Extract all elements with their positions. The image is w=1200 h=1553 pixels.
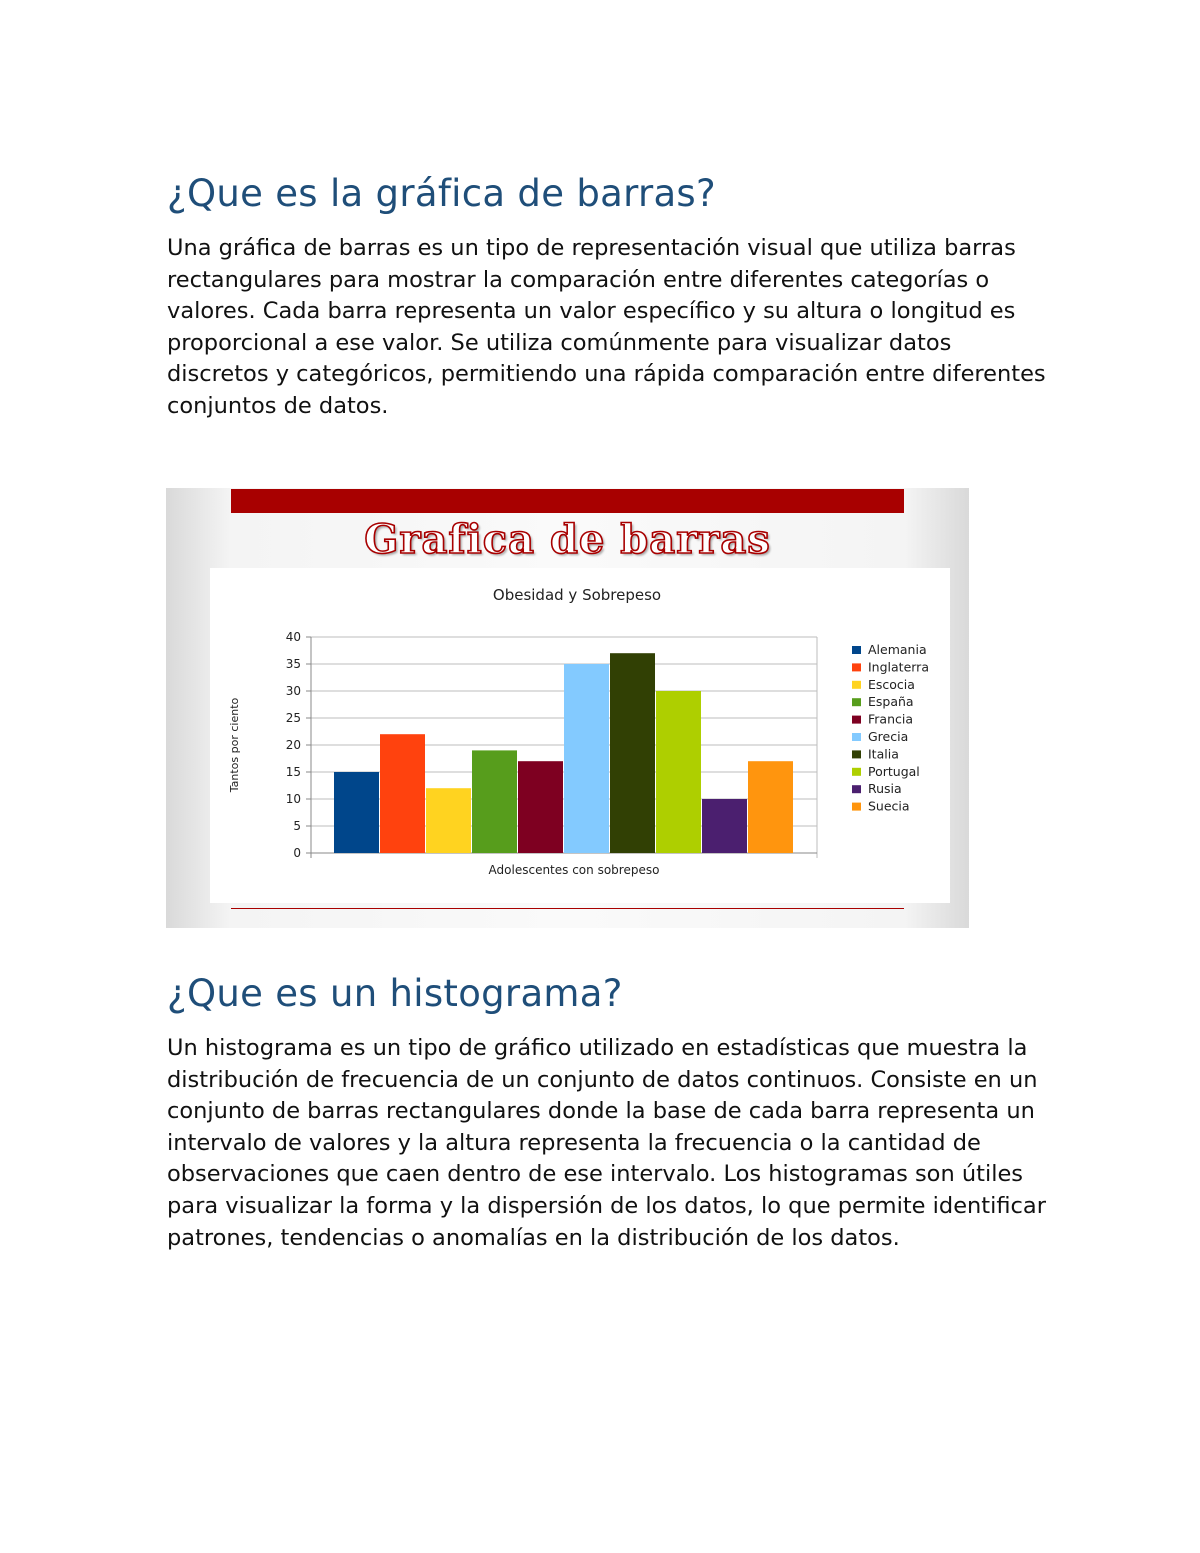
x-axis-label: Adolescentes con sobrepeso — [488, 863, 660, 877]
legend-swatch-portugal — [852, 768, 861, 776]
bar-italia — [610, 653, 655, 853]
y-tick-label: 30 — [285, 684, 301, 698]
bar-grecia — [564, 664, 609, 853]
legend-swatch-suecia — [852, 803, 861, 811]
paragraph-histogram: Un histograma es un tipo de gráfico utilizado en estadísticas que muestra la distribución de frecuencia de un conjunto de datos continuos. Consiste en un conjunto de barras rectangulares donde la base de cada barra representa un intervalo de valores y la altura representa la frecuencia o la cantidad de observaciones que caen dentro de ese intervalo. Los histogramas son útiles para visualizar la forma y la dispersión de los datos, lo que permite identificar patrones, tendencias o anomalías en la distribución de los datos. — [167, 1035, 1046, 1251]
y-axis-label: Tantos por ciento — [228, 697, 241, 793]
figure-banner-title: Grafica de barras — [364, 516, 771, 563]
legend-label-escocia: Escocia — [868, 676, 915, 692]
legend-label-portugal: Portugal — [868, 763, 920, 779]
y-tick-label: 10 — [285, 792, 301, 806]
figure-bottom-line — [231, 908, 904, 909]
legend-label-alemania: Alemania — [868, 642, 927, 657]
y-tick-label: 20 — [285, 738, 301, 752]
bar-francia — [518, 761, 563, 853]
y-tick-label: 40 — [285, 630, 301, 644]
legend-swatch-alemania — [852, 646, 861, 654]
legend-label-rusia: Rusia — [868, 781, 902, 797]
legend-swatch-escocia — [852, 681, 861, 689]
legend-label-francia: Francia — [868, 711, 914, 727]
legend-swatch-inglaterra — [852, 663, 861, 671]
paragraph-bar-chart: Una gráfica de barras es un tipo de representación visual que utiliza barras rectangulares para mostrar la comparación entre diferentes categorías o valores. Cada barra representa un valor específico y su altura o longitud es proporcional a ese valor. Se utiliza comúnmente para visualizar datos discretos y categóricos, permitiendo una rápida comparación entre diferentes conjuntos de datos. — [167, 235, 1046, 419]
bar-inglaterra — [380, 734, 425, 853]
heading-bar-chart: ¿Que es la gráfica de barras? — [167, 172, 716, 215]
legend-label-italia: Italia — [868, 746, 899, 762]
legend-swatch-españa — [852, 698, 861, 706]
bar-chart-figure — [166, 488, 969, 928]
legend-swatch-rusia — [852, 785, 861, 793]
chart-title: Obesidad y Sobrepeso — [492, 586, 662, 604]
chart-panel — [210, 568, 950, 903]
bar-escocia — [426, 788, 471, 853]
y-tick-label: 15 — [285, 765, 301, 779]
bar-españa — [472, 750, 517, 853]
figure-top-band — [231, 489, 904, 513]
bar-portugal — [656, 691, 701, 853]
legend-label-grecia: Grecia — [868, 729, 909, 744]
y-tick-label: 25 — [285, 711, 301, 725]
legend-label-inglaterra: Inglaterra — [868, 659, 929, 675]
legend-swatch-grecia — [852, 733, 861, 741]
bar-alemania — [334, 772, 379, 853]
heading-histogram: ¿Que es un histograma? — [167, 972, 623, 1015]
y-tick-label: 0 — [293, 846, 301, 860]
legend-swatch-italia — [852, 750, 861, 758]
legend-swatch-francia — [852, 716, 861, 724]
y-tick-label: 5 — [293, 819, 301, 833]
bar-suecia — [748, 761, 793, 853]
bar-chart — [210, 568, 950, 903]
legend-label-suecia: Suecia — [868, 798, 910, 814]
legend-label-españa: España — [868, 694, 914, 710]
bar-rusia — [702, 799, 747, 853]
y-tick-label: 35 — [285, 657, 301, 671]
